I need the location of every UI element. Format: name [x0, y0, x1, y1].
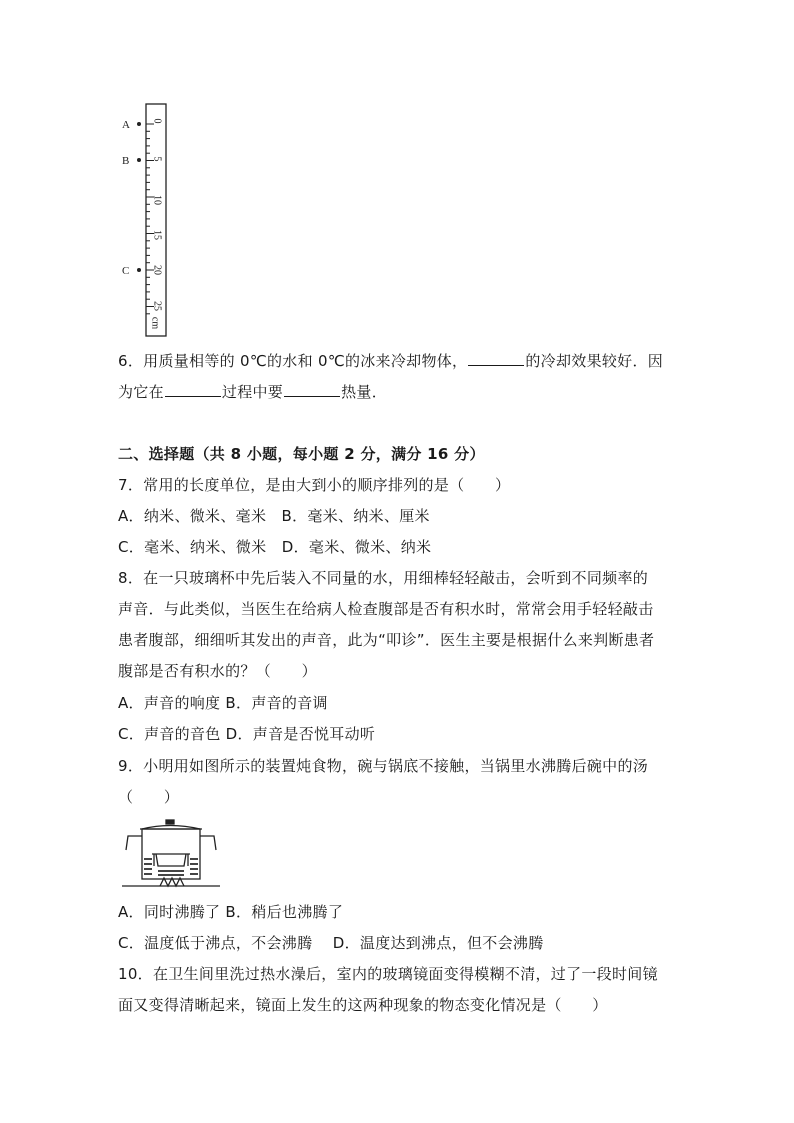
flames — [160, 878, 184, 886]
q9-options-cd: C．温度低于沸点，不会沸腾 D．温度达到沸点，但不会沸腾 — [118, 934, 544, 952]
ruler-diagram — [118, 102, 178, 338]
q7-options-cd: C．毫米、纳米、微米 D．毫米、微米、纳米 — [118, 538, 432, 556]
point-a-label: A — [122, 119, 130, 131]
q8-stem-line-2: 声音．与此类似，当医生在给病人检查腹部是否有积水时，常常会用手轻轻敲击 — [118, 600, 654, 618]
q8-options-ab: A．声音的响度 B．声音的音调 — [118, 694, 328, 712]
water — [144, 858, 198, 876]
q7-options-ab: A．纳米、微米、毫米 B．毫米、纳米、厘米 — [118, 507, 430, 525]
point-b-label: B — [122, 155, 130, 167]
pot-figure — [120, 818, 222, 890]
q6-blank-2 — [165, 382, 221, 397]
q8-stem-line-4: 腹部是否有积水的？（ ） — [118, 662, 317, 680]
q6-text-3: 为它在 — [118, 383, 164, 401]
q6-line-1 — [118, 351, 663, 371]
ruler-tick-label-0: 0 — [151, 118, 163, 124]
ruler-tick-label-5: 5 — [151, 156, 163, 162]
q6-blank-1 — [468, 351, 524, 366]
q7-stem: 7．常用的长度单位，是由大到小的顺序排列的是（ ） — [118, 476, 511, 494]
ruler-tick-label-25: 25 — [151, 301, 163, 311]
ruler-unit-label: cm — [149, 316, 161, 330]
ruler-figure — [118, 102, 178, 338]
q8-options-cd: C．声音的音色 D．声音是否悦耳动听 — [118, 725, 376, 743]
q9-options-ab: A．同时沸腾了 B．稍后也沸腾了 — [118, 903, 344, 921]
point-b-dot — [137, 158, 141, 162]
lid-knob — [166, 820, 174, 824]
pot-diagram — [120, 818, 222, 890]
q6-text-5: 热量． — [341, 383, 388, 401]
ruler-tick-label-20: 20 — [151, 265, 163, 275]
point-a-dot — [137, 122, 141, 126]
ruler-tick-label-10: 10 — [151, 195, 163, 205]
point-c-label: C — [122, 265, 130, 277]
q6-text-4: 过程中要 — [221, 383, 284, 401]
q9-stem-line-2: （ ） — [118, 788, 180, 806]
q8-stem-line-1: 8．在一只玻璃杯中先后装入不同量的水，用细棒轻轻敲击，会听到不同频率的 — [118, 569, 649, 587]
bowl — [156, 854, 186, 866]
left-handle — [126, 836, 142, 850]
q6-text-1: 6．用质量相等的 0℃的水和 0℃的冰来冷却物体， — [118, 352, 468, 370]
q9-stem-line-1: 9．小明用如图所示的装置炖食物，碗与锅底不接触，当锅里水沸腾后碗中的汤 — [118, 757, 649, 775]
q6-blank-3 — [284, 382, 340, 397]
q6-text-2: 的冷却效果较好．因 — [525, 352, 664, 370]
q8-stem-line-3: 患者腹部，细细听其发出的声音，此为“叩诊”．医生主要是根据什么来判断患者 — [118, 631, 655, 649]
q6-line-2 — [118, 382, 387, 402]
section-2-heading: 二、选择题（共 8 小题，每小题 2 分，满分 16 分） — [118, 445, 485, 463]
ruler-tick-label-15: 15 — [151, 230, 163, 240]
q10-stem-line-1: 10．在卫生间里洗过热水澡后，室内的玻璃镜面变得模糊不清，过了一段时间镜 — [118, 965, 658, 983]
q10-stem-line-2: 面又变得清晰起来，镜面上发生的这两种现象的物态变化情况是（ ） — [118, 996, 608, 1014]
point-c-dot — [137, 268, 141, 272]
right-handle — [200, 836, 216, 850]
